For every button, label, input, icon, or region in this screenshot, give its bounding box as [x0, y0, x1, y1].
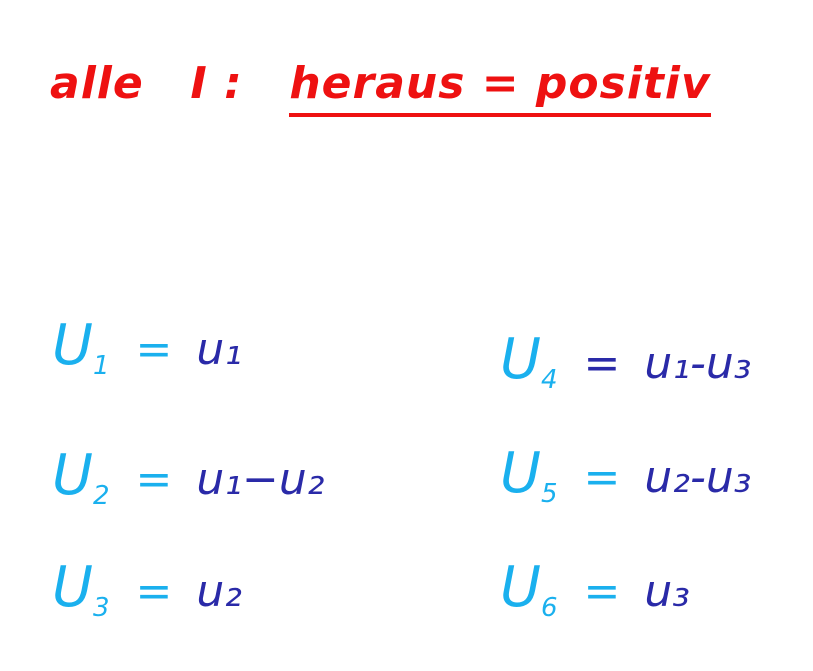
heading-alle-i-heraus-positiv [50, 58, 711, 117]
equation-rhs: u₁-u₃ [644, 338, 752, 389]
equation-lhs-subscript: 3 [93, 593, 110, 623]
heading-rule-underlined: heraus = positiv [289, 58, 710, 117]
equation-lhs-subscript: 2 [93, 481, 110, 511]
equals-sign: = [135, 566, 173, 617]
equation-u1 [52, 313, 242, 381]
equals-sign: = [135, 454, 173, 505]
heading-colon: : [224, 58, 243, 109]
equation-lhs-subscript: 5 [541, 479, 558, 509]
equation-lhs: U [500, 327, 541, 392]
equation-u4 [500, 327, 752, 395]
equation-u6 [500, 555, 690, 623]
equation-rhs: u₁−u₂ [196, 454, 325, 505]
equation-rhs: u₃ [644, 566, 690, 617]
equation-lhs: U [500, 441, 541, 506]
equals-sign: = [583, 452, 621, 503]
equation-lhs-subscript: 6 [541, 593, 558, 623]
equation-rhs: u₂ [196, 566, 242, 617]
heading-prefix: alle [50, 58, 144, 109]
equals-sign: = [583, 566, 621, 617]
equation-lhs-subscript: 4 [541, 365, 558, 395]
equation-u5 [500, 441, 752, 509]
equation-lhs: U [500, 555, 541, 620]
equation-rhs: u₁ [196, 324, 242, 375]
equation-u2 [52, 443, 325, 511]
equation-lhs: U [52, 443, 93, 508]
equals-sign: = [135, 324, 173, 375]
equation-lhs: U [52, 555, 93, 620]
equation-lhs: U [52, 313, 93, 378]
equals-sign: = [583, 338, 621, 389]
equation-rhs: u₂-u₃ [644, 452, 752, 503]
heading-current-symbol: I [190, 58, 208, 109]
equation-u3 [52, 555, 242, 623]
equation-lhs-subscript: 1 [93, 351, 110, 381]
